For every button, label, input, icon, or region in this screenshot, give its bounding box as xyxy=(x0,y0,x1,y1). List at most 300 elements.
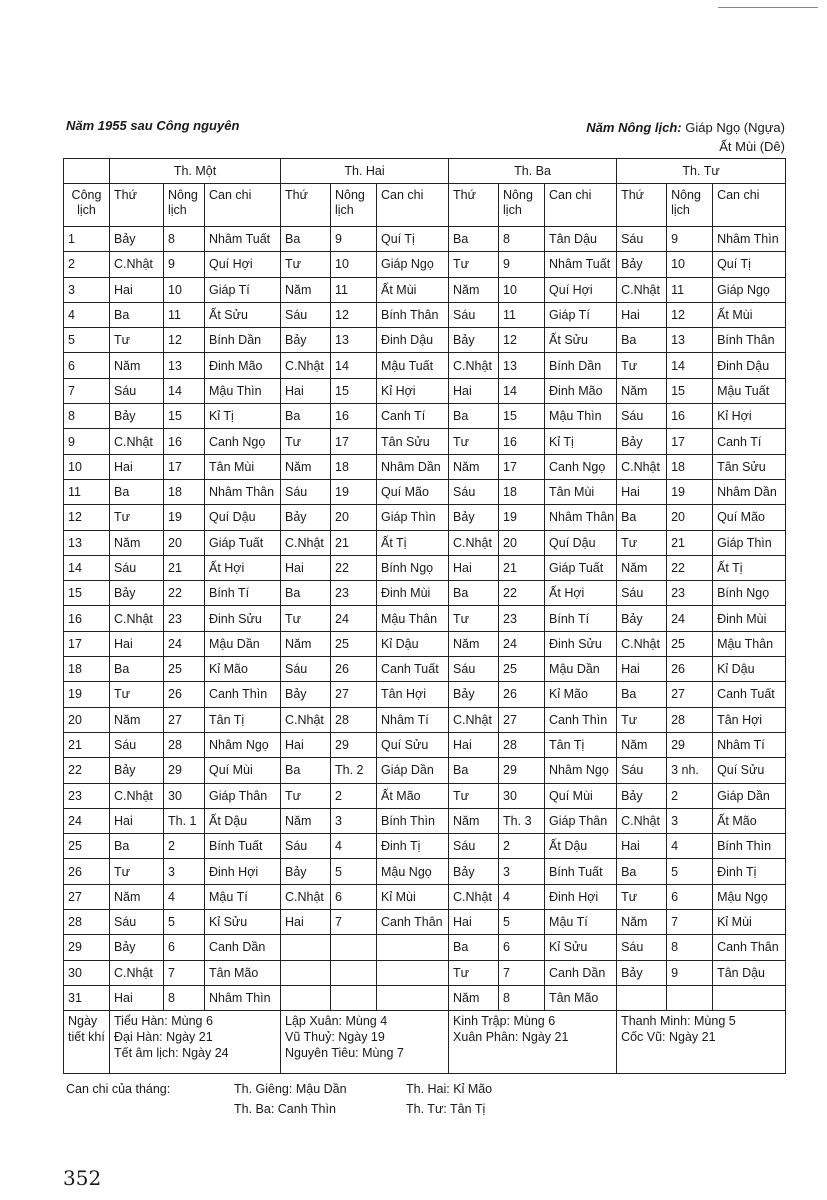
lunar-day-cell: 20 xyxy=(331,505,377,530)
lunar-day-cell: 11 xyxy=(331,277,377,302)
can-chi-cell: Nhâm Ngọ xyxy=(205,732,281,757)
top-rule xyxy=(718,7,818,8)
can-chi-cell: Mậu Dần xyxy=(545,657,617,682)
can-chi-cell: Bính Dần xyxy=(545,353,617,378)
cong-lich-day-cell: 5 xyxy=(64,328,110,353)
weekday-cell: C.Nhật xyxy=(449,707,499,732)
can-chi-cell: Kỉ Sửu xyxy=(545,935,617,960)
weekday-cell: Tư xyxy=(281,252,331,277)
weekday-cell: Hai xyxy=(281,555,331,580)
lunar-day-cell: 17 xyxy=(331,429,377,454)
can-chi-cell: Đinh Dậu xyxy=(713,353,786,378)
nong-lich-header: Nông lịch xyxy=(499,184,545,227)
weekday-cell: Tư xyxy=(449,606,499,631)
lunar-day-cell: 13 xyxy=(667,328,713,353)
lunar-day-cell: 8 xyxy=(499,985,545,1010)
tiet-khi-entry: Kinh Trập: Mùng 6 xyxy=(453,1014,556,1029)
tiet-khi-month-4 xyxy=(617,1011,786,1074)
lunar-day-cell: 14 xyxy=(331,353,377,378)
can-chi-cell: Bính Thân xyxy=(713,328,786,353)
cong-lich-day-cell: 2 xyxy=(64,252,110,277)
weekday-cell: Năm xyxy=(449,631,499,656)
weekday-cell: Sáu xyxy=(617,404,667,429)
weekday-cell: Hai xyxy=(449,378,499,403)
tiet-khi-entry: Vũ Thuỷ: Ngày 19 xyxy=(285,1030,385,1045)
thu-header: Thứ xyxy=(281,184,331,227)
lunar-day-cell: 5 xyxy=(331,859,377,884)
can-chi-cell: Giáp Ngọ xyxy=(713,277,786,302)
lunar-day-cell: 4 xyxy=(331,834,377,859)
tiet-khi-entry: Xuân Phân: Ngày 21 xyxy=(453,1030,569,1045)
weekday-cell: Sáu xyxy=(617,935,667,960)
weekday-cell: C.Nhật xyxy=(110,606,164,631)
lunar-day-cell: 24 xyxy=(499,631,545,656)
weekday-cell: Ba xyxy=(281,227,331,252)
lunar-day-cell: 26 xyxy=(331,657,377,682)
cong-lich-day-cell: 20 xyxy=(64,707,110,732)
tiet-khi-label: Ngày tiết khí xyxy=(64,1011,110,1074)
weekday-cell: Hai xyxy=(617,479,667,504)
lunar-day-cell: 11 xyxy=(667,277,713,302)
weekday-cell: Hai xyxy=(617,657,667,682)
weekday-cell: Bảy xyxy=(281,859,331,884)
tiet-khi-entry: Nguyên Tiêu: Mùng 7 xyxy=(285,1046,404,1061)
can-chi-cell: Canh Ngọ xyxy=(545,454,617,479)
lunar-day-cell: 7 xyxy=(499,960,545,985)
tiet-khi-entry: Lập Xuân: Mùng 4 xyxy=(285,1014,388,1029)
can-chi-cell: Nhâm Ngọ xyxy=(545,758,617,783)
lunar-day-cell: 9 xyxy=(164,252,205,277)
month-header-row xyxy=(64,159,786,184)
can-chi-cell: Bính Thìn xyxy=(377,808,449,833)
cong-lich-day-cell: 26 xyxy=(64,859,110,884)
can-chi-cell: Quí Mùi xyxy=(205,758,281,783)
weekday-cell: Năm xyxy=(110,530,164,555)
weekday-cell: Sáu xyxy=(617,758,667,783)
lunar-day-cell: 8 xyxy=(499,227,545,252)
month-can-chi-item: Th. Hai: Kỉ Mão xyxy=(406,1082,493,1096)
lunar-day-cell: 7 xyxy=(331,910,377,935)
weekday-cell: C.Nhật xyxy=(449,530,499,555)
lunar-day-cell: 24 xyxy=(331,606,377,631)
table-row xyxy=(64,884,786,909)
weekday-cell: Ba xyxy=(281,758,331,783)
cong-lich-day-cell: 15 xyxy=(64,581,110,606)
weekday-cell: Sáu xyxy=(110,378,164,403)
lunar-day-cell: 18 xyxy=(667,454,713,479)
weekday-cell: Ba xyxy=(617,682,667,707)
cong-lich-day-cell: 16 xyxy=(64,606,110,631)
can-chi-cell: Kỉ Mão xyxy=(545,682,617,707)
can-chi-cell: Tân Sửu xyxy=(377,429,449,454)
lunar-day-cell: 21 xyxy=(331,530,377,555)
weekday-cell: Ba xyxy=(281,404,331,429)
can-chi-cell: Mậu Dần xyxy=(205,631,281,656)
weekday-cell: Tư xyxy=(449,252,499,277)
weekday-cell: Tư xyxy=(110,505,164,530)
can-chi-cell xyxy=(377,985,449,1010)
lunar-day-cell: 22 xyxy=(331,555,377,580)
weekday-cell: Tư xyxy=(281,429,331,454)
can-chi-cell: Kỉ Tị xyxy=(545,429,617,454)
weekday-cell: Năm xyxy=(449,277,499,302)
can-chi-cell: Nhâm Thân xyxy=(205,479,281,504)
cong-lich-day-cell: 6 xyxy=(64,353,110,378)
cong-lich-day-cell: 22 xyxy=(64,758,110,783)
can-chi-cell: Mậu Thân xyxy=(377,606,449,631)
lunar-day-cell: 20 xyxy=(164,530,205,555)
can-chi-cell: Canh Dần xyxy=(205,935,281,960)
lunar-day-cell: Th. 3 xyxy=(499,808,545,833)
can-chi-cell: Bính Thìn xyxy=(713,834,786,859)
can-chi-cell: Đinh Hợi xyxy=(545,884,617,909)
month-header: Th. Một xyxy=(110,159,281,184)
weekday-cell: Ba xyxy=(110,302,164,327)
lunar-day-cell: 29 xyxy=(667,732,713,757)
can-chi-cell: Ất Mão xyxy=(377,783,449,808)
can-chi-cell: Quí Dậu xyxy=(545,530,617,555)
thu-header: Thứ xyxy=(110,184,164,227)
lunar-day-cell: 3 xyxy=(499,859,545,884)
weekday-cell: Năm xyxy=(617,910,667,935)
weekday-cell: C.Nhật xyxy=(617,454,667,479)
lunar-day-cell: 12 xyxy=(331,302,377,327)
table-row xyxy=(64,353,786,378)
can-chi-cell: Kỉ Hợi xyxy=(713,404,786,429)
can-chi-cell: Tân Dậu xyxy=(713,960,786,985)
can-chi-cell: Ất Sửu xyxy=(205,302,281,327)
can-chi-cell: Bính Tí xyxy=(545,606,617,631)
lunar-year-1: Giáp Ngọ (Ngựa) xyxy=(681,120,785,135)
can-chi-cell: Tân Mùi xyxy=(205,454,281,479)
can-chi-cell: Kỉ Sửu xyxy=(205,910,281,935)
lunar-day-cell: 13 xyxy=(164,353,205,378)
lunar-day-cell: 15 xyxy=(499,404,545,429)
weekday-cell: Bảy xyxy=(449,682,499,707)
weekday-cell: Hai xyxy=(110,277,164,302)
cong-lich-day-cell: 19 xyxy=(64,682,110,707)
month-can-chi-item: Th. Giêng: Mậu Dần xyxy=(234,1082,347,1096)
can-chi-cell: Đinh Dậu xyxy=(377,328,449,353)
table-row xyxy=(64,985,786,1010)
cong-lich-day-cell: 27 xyxy=(64,884,110,909)
lunar-day-cell: 16 xyxy=(499,429,545,454)
can-chi-cell: Canh Thìn xyxy=(205,682,281,707)
lunar-day-cell: 13 xyxy=(331,328,377,353)
can-chi-header: Can chi xyxy=(713,184,786,227)
can-chi-cell: Đinh Sửu xyxy=(205,606,281,631)
weekday-cell: Sáu xyxy=(281,479,331,504)
cong-lich-day-cell: 17 xyxy=(64,631,110,656)
can-chi-cell: Canh Thìn xyxy=(545,707,617,732)
can-chi-cell: Tân Hợi xyxy=(377,682,449,707)
lunar-day-cell: 21 xyxy=(667,530,713,555)
lunar-day-cell: 24 xyxy=(667,606,713,631)
weekday-cell: Năm xyxy=(281,808,331,833)
cong-lich-day-cell: 8 xyxy=(64,404,110,429)
can-chi-cell: Ất Mùi xyxy=(713,302,786,327)
lunar-day-cell: 10 xyxy=(667,252,713,277)
lunar-day-cell xyxy=(331,960,377,985)
nong-lich-header: Nông lịch xyxy=(667,184,713,227)
can-chi-cell: Giáp Thìn xyxy=(713,530,786,555)
can-chi-cell: Tân Mão xyxy=(545,985,617,1010)
cong-lich-day-cell: 13 xyxy=(64,530,110,555)
weekday-cell xyxy=(281,985,331,1010)
lunar-day-cell: 6 xyxy=(331,884,377,909)
can-chi-cell: Canh Ngọ xyxy=(205,429,281,454)
tiet-khi-entry: Cốc Vũ: Ngày 21 xyxy=(621,1030,716,1045)
weekday-cell xyxy=(281,935,331,960)
cong-lich-day-cell: 1 xyxy=(64,227,110,252)
thu-header: Thứ xyxy=(617,184,667,227)
table-row xyxy=(64,378,786,403)
lunar-year-heading xyxy=(586,118,785,156)
weekday-cell: C.Nhật xyxy=(110,429,164,454)
can-chi-cell: Giáp Dần xyxy=(377,758,449,783)
thu-header: Thứ xyxy=(449,184,499,227)
weekday-cell: Hai xyxy=(110,985,164,1010)
weekday-cell: Bảy xyxy=(110,758,164,783)
month-header: Th. Hai xyxy=(281,159,449,184)
lunar-day-cell: 29 xyxy=(331,732,377,757)
weekday-cell: Sáu xyxy=(281,657,331,682)
weekday-cell: Bảy xyxy=(449,505,499,530)
lunar-day-cell: 26 xyxy=(164,682,205,707)
lunar-day-cell: 14 xyxy=(499,378,545,403)
cong-lich-day-cell: 24 xyxy=(64,808,110,833)
can-chi-cell: Ất Tị xyxy=(377,530,449,555)
weekday-cell: Sáu xyxy=(449,834,499,859)
weekday-cell: Tư xyxy=(617,884,667,909)
can-chi-cell: Bính Tuất xyxy=(205,834,281,859)
weekday-cell: Bảy xyxy=(617,783,667,808)
weekday-cell: Ba xyxy=(110,657,164,682)
can-chi-cell: Giáp Tuất xyxy=(545,555,617,580)
cong-lich-day-cell: 30 xyxy=(64,960,110,985)
nong-lich-header: Nông lịch xyxy=(331,184,377,227)
lunar-day-cell: 15 xyxy=(164,404,205,429)
weekday-cell: Bảy xyxy=(110,581,164,606)
cong-lich-day-cell: 7 xyxy=(64,378,110,403)
weekday-cell: C.Nhật xyxy=(281,707,331,732)
weekday-cell: C.Nhật xyxy=(449,353,499,378)
lunar-day-cell: 14 xyxy=(667,353,713,378)
tiet-khi-entry: Tết âm lịch: Ngày 24 xyxy=(114,1046,229,1061)
cong-lich-day-cell: 11 xyxy=(64,479,110,504)
can-chi-cell: Tân Mùi xyxy=(545,479,617,504)
lunar-day-cell xyxy=(331,935,377,960)
table-row xyxy=(64,682,786,707)
weekday-cell: Sáu xyxy=(110,555,164,580)
weekday-cell: Hai xyxy=(449,555,499,580)
can-chi-cell: Nhâm Thìn xyxy=(205,985,281,1010)
weekday-cell: Tư xyxy=(110,859,164,884)
weekday-cell: Bảy xyxy=(617,429,667,454)
lunar-day-cell: 21 xyxy=(164,555,205,580)
can-chi-cell: Ất Hợi xyxy=(545,581,617,606)
lunar-day-cell: 30 xyxy=(499,783,545,808)
weekday-cell: Năm xyxy=(110,353,164,378)
weekday-cell xyxy=(281,960,331,985)
can-chi-cell: Quí Tị xyxy=(713,252,786,277)
lunar-day-cell: 2 xyxy=(499,834,545,859)
table-row xyxy=(64,555,786,580)
lunar-day-cell: 6 xyxy=(667,884,713,909)
weekday-cell: C.Nhật xyxy=(617,808,667,833)
weekday-cell: Tư xyxy=(281,783,331,808)
month-header: Th. Tư xyxy=(617,159,786,184)
weekday-cell: Tư xyxy=(617,707,667,732)
lunar-day-cell: 17 xyxy=(164,454,205,479)
can-chi-cell: Kỉ Dậu xyxy=(377,631,449,656)
lunar-day-cell: 8 xyxy=(164,985,205,1010)
can-chi-cell: Quí Mão xyxy=(377,479,449,504)
lunar-day-cell xyxy=(667,985,713,1010)
lunar-day-cell: 26 xyxy=(667,657,713,682)
corner-cell xyxy=(64,159,110,184)
can-chi-cell: Nhâm Tuất xyxy=(205,227,281,252)
lunar-day-cell: 29 xyxy=(499,758,545,783)
weekday-cell: Tư xyxy=(617,530,667,555)
can-chi-cell: Mậu Tuất xyxy=(713,378,786,403)
can-chi-cell: Kỉ Mùi xyxy=(713,910,786,935)
table-row xyxy=(64,479,786,504)
weekday-cell: Năm xyxy=(449,454,499,479)
lunar-day-cell: 27 xyxy=(164,707,205,732)
cong-lich-day-cell: 29 xyxy=(64,935,110,960)
can-chi-cell: Canh Tí xyxy=(713,429,786,454)
lunar-day-cell: 10 xyxy=(164,277,205,302)
can-chi-cell: Đinh Mão xyxy=(545,378,617,403)
month-can-chi-item: Th. Tư: Tân Tị xyxy=(406,1102,486,1116)
lunar-day-cell: 4 xyxy=(164,884,205,909)
cong-lich-day-cell: 23 xyxy=(64,783,110,808)
lunar-day-cell: 9 xyxy=(667,960,713,985)
tiet-khi-entry: Thanh Minh: Mùng 5 xyxy=(621,1014,736,1029)
table-row xyxy=(64,404,786,429)
weekday-cell: C.Nhật xyxy=(281,353,331,378)
lunar-day-cell: 22 xyxy=(499,581,545,606)
table-row xyxy=(64,328,786,353)
table-row xyxy=(64,910,786,935)
table-row xyxy=(64,758,786,783)
lunar-day-cell: 20 xyxy=(667,505,713,530)
lunar-day-cell: 23 xyxy=(331,581,377,606)
can-chi-header: Can chi xyxy=(545,184,617,227)
weekday-cell: Tư xyxy=(110,682,164,707)
weekday-cell: Bảy xyxy=(281,682,331,707)
table-row xyxy=(64,808,786,833)
weekday-cell: C.Nhật xyxy=(110,960,164,985)
can-chi-cell: Tân Tị xyxy=(205,707,281,732)
can-chi-header: Can chi xyxy=(377,184,449,227)
table-row xyxy=(64,834,786,859)
weekday-cell: Bảy xyxy=(281,505,331,530)
can-chi-cell: Tân Sửu xyxy=(713,454,786,479)
lunar-day-cell: 2 xyxy=(331,783,377,808)
table-row xyxy=(64,783,786,808)
weekday-cell: Hai xyxy=(617,302,667,327)
table-row xyxy=(64,429,786,454)
weekday-cell: Ba xyxy=(110,479,164,504)
lunar-day-cell: 25 xyxy=(331,631,377,656)
can-chi-cell: Quí Hợi xyxy=(205,252,281,277)
table-row xyxy=(64,606,786,631)
can-chi-cell: Bính Ngọ xyxy=(377,555,449,580)
table-row xyxy=(64,530,786,555)
weekday-cell: Hai xyxy=(281,910,331,935)
weekday-cell: Ba xyxy=(449,758,499,783)
weekday-cell: Bảy xyxy=(110,227,164,252)
can-chi-cell: Tân Mão xyxy=(205,960,281,985)
weekday-cell: Sáu xyxy=(617,581,667,606)
weekday-cell: Sáu xyxy=(281,302,331,327)
lunar-day-cell: 27 xyxy=(331,682,377,707)
table-row xyxy=(64,935,786,960)
lunar-day-cell: 23 xyxy=(499,606,545,631)
can-chi-cell: Giáp Thân xyxy=(545,808,617,833)
tiet-khi-month-1 xyxy=(110,1011,281,1074)
cong-lich-day-cell: 18 xyxy=(64,657,110,682)
weekday-cell: Bảy xyxy=(617,252,667,277)
weekday-cell: Bảy xyxy=(449,859,499,884)
weekday-cell: Hai xyxy=(281,378,331,403)
lunar-day-cell: 3 nh. xyxy=(667,758,713,783)
can-chi-cell: Giáp Tí xyxy=(545,302,617,327)
weekday-cell: Ba xyxy=(617,328,667,353)
can-chi-cell xyxy=(713,985,786,1010)
can-chi-cell: Mậu Tuất xyxy=(377,353,449,378)
table-row xyxy=(64,631,786,656)
lunar-day-cell: 5 xyxy=(667,859,713,884)
weekday-cell: Hai xyxy=(449,910,499,935)
can-chi-header: Can chi xyxy=(205,184,281,227)
table-row xyxy=(64,454,786,479)
can-chi-cell: Nhâm Dần xyxy=(377,454,449,479)
can-chi-cell: Đinh Hợi xyxy=(205,859,281,884)
lunar-day-cell: 21 xyxy=(499,555,545,580)
weekday-cell: C.Nhật xyxy=(110,252,164,277)
can-chi-cell: Đinh Mão xyxy=(205,353,281,378)
lunar-day-cell: 19 xyxy=(667,479,713,504)
lunar-day-cell: 12 xyxy=(164,328,205,353)
lunar-day-cell: 7 xyxy=(164,960,205,985)
weekday-cell: Sáu xyxy=(449,302,499,327)
can-chi-cell: Giáp Tí xyxy=(205,277,281,302)
weekday-cell: Hai xyxy=(449,732,499,757)
can-chi-cell: Nhâm Tí xyxy=(377,707,449,732)
weekday-cell: Năm xyxy=(617,378,667,403)
lunar-day-cell: 11 xyxy=(499,302,545,327)
table-row xyxy=(64,302,786,327)
weekday-cell: Ba xyxy=(617,505,667,530)
weekday-cell xyxy=(617,985,667,1010)
weekday-cell: Năm xyxy=(449,985,499,1010)
can-chi-cell: Ất Dậu xyxy=(205,808,281,833)
month-can-chi-label: Can chi của tháng: xyxy=(66,1082,171,1096)
can-chi-cell: Canh Dần xyxy=(545,960,617,985)
can-chi-cell: Ất Hợi xyxy=(205,555,281,580)
can-chi-cell: Đinh Tị xyxy=(713,859,786,884)
can-chi-cell: Giáp Tuất xyxy=(205,530,281,555)
weekday-cell: Bảy xyxy=(617,960,667,985)
lunar-day-cell: 19 xyxy=(331,479,377,504)
lunar-day-cell: 11 xyxy=(164,302,205,327)
lunar-day-cell: 22 xyxy=(667,555,713,580)
can-chi-cell: Kỉ Dậu xyxy=(713,657,786,682)
table-row xyxy=(64,252,786,277)
